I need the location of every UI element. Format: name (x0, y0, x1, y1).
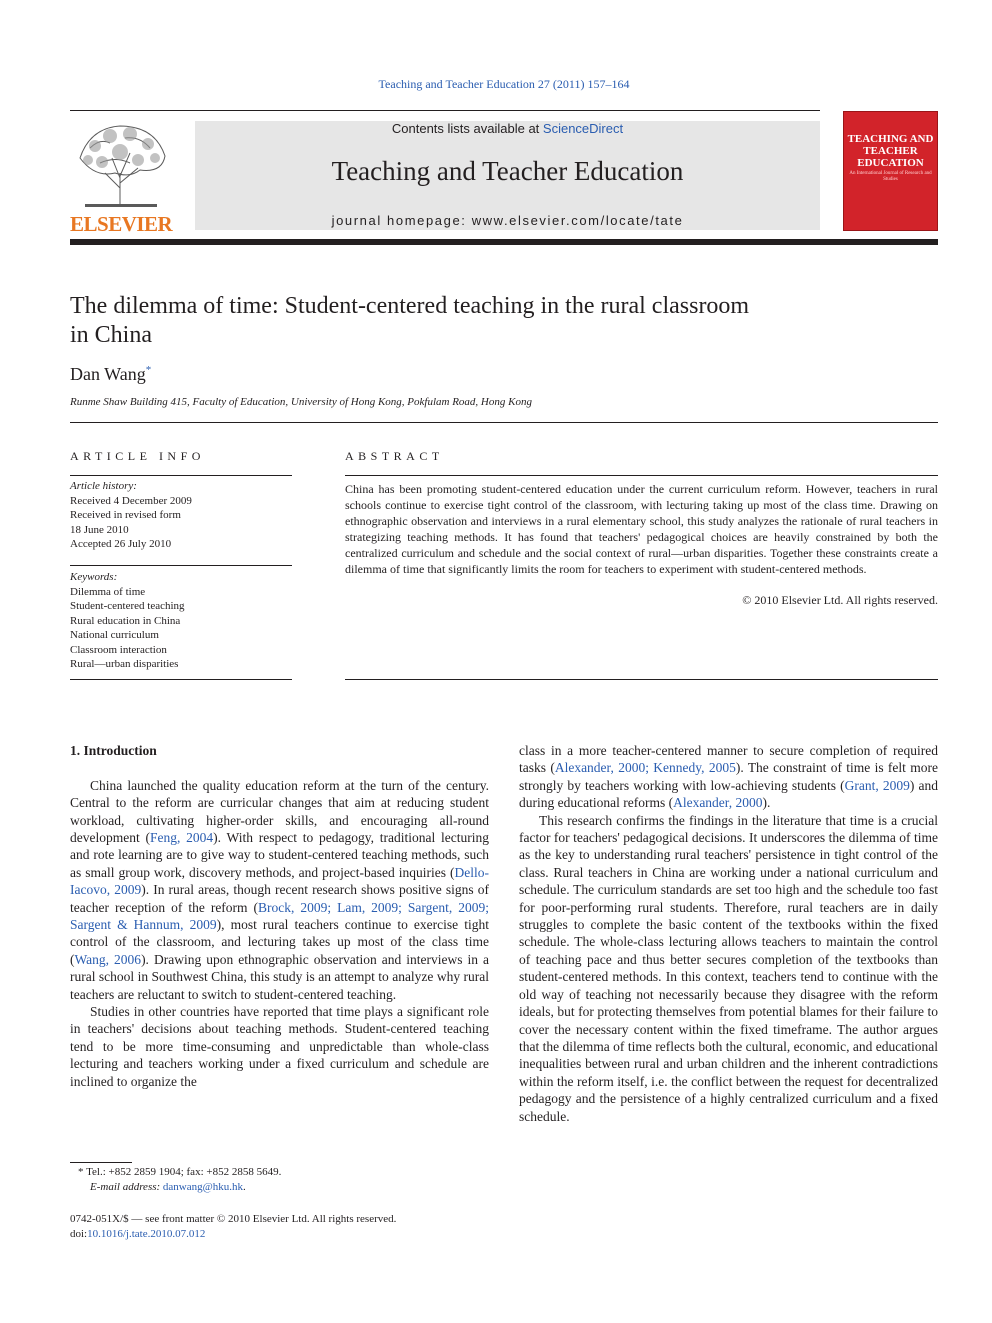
text-run: ) and during educational reforms ( (519, 777, 938, 811)
journal-title: Teaching and Teacher Education (331, 156, 684, 186)
keyword: Student-centered teaching (70, 600, 185, 612)
text-run: ). The constraint of time is felt more strongly by teachers working with low-achieving students ( (519, 760, 938, 793)
text-run: ). With respect to pedagogy, traditional lecturing and rote learning are to give way to student-centered teaching methods, such as small group work, discovery methods, and project-based inquiries ( (70, 830, 489, 880)
author-line (70, 364, 151, 385)
journal-homepage[interactable]: journal homepage: www.elsevier.com/locate/tate (331, 213, 684, 228)
doi-label: doi: (70, 1228, 88, 1240)
history-label: Article history: (70, 480, 137, 492)
cover-title: TEACHING AND TEACHER EDUCATION (847, 133, 934, 169)
history-item: Accepted 26 July 2010 (70, 538, 172, 550)
text-run: China launched the quality education reform at the turn of the century. Central to the reform are curricular changes that aim at reducing student workload, cultivating higher-order skills, and encouraging all-round development ( (70, 777, 489, 846)
citation-link[interactable]: Brock, 2009; Lam, 2009; Sargent, 2009; Sargent & Hannum, 2009 (70, 899, 490, 933)
citation-link[interactable]: Dello-Iacovo, 2009 (70, 864, 489, 898)
keywords-rule (70, 679, 292, 680)
footnote-phone: Tel.: +852 2859 1904; fax: +852 2858 5649. (86, 1166, 282, 1178)
citation-link[interactable]: Grant, 2009 (844, 777, 910, 793)
keyword: Rural education in China (70, 614, 181, 627)
author-name: Dan Wang (70, 364, 146, 384)
issn-line: 0742-051X/$ — see front matter © 2010 Elsevier Ltd. All rights reserved. (70, 1213, 397, 1225)
email-label: E-mail address: (90, 1181, 163, 1193)
intro-paragraph-1 (70, 777, 489, 1003)
intro-paragraph-3: This research confirms the findings in the literature that time is a crucial factor for teachers' pedagogical decisions. It underscores the dilemma of time as the key to understanding rural teachers' persistence in tight control of the class. Rural teachers in China are working under a national curriculum and schedule. The curriculum standards are set too high and the schedule too fast for poor-performing rural students. Therefore, rural teachers are in daily struggles to complete the basic content of the textbooks within the fixed schedule. The whole-class lecturing allows teachers to maintain the control of teaching pace and thus better secures completion of the textbooks than student-centered methods. In this context, teachers tend to continue with the old way of teaching not necessarily because they disagree with the reform ideals, but for protecting themselves from potential blames for their failure to cover the necessary content within the fixed timeframe. The author argues that the dilemma of time reflects both the cultural, economic, and educational inequalities between rural and urban children and the inherent contradictions within the reform itself, i.e. the conflict between the request for decentralized pedagogy and the persistence of a highly centralized curriculum and a fixed schedule. (519, 812, 938, 1124)
sciencedirect-link[interactable]: ScienceDirect (542, 121, 624, 136)
intro-paragraph-2-continued (519, 742, 938, 812)
citation-link[interactable]: Wang, 2006 (74, 951, 142, 967)
abstract-bottom-rule (345, 679, 938, 680)
footnote-mark: * (78, 1166, 84, 1178)
text-run: ). Drawing upon ethnographic observation and interviews in a rural school in Southwest China, this study is an attempt to analyze why rural teachers are reluctant to switch to student-centered teaching. (70, 951, 489, 1002)
author-footnote-mark[interactable]: * (145, 364, 152, 376)
abstract-text: China has been promoting student-centered education under the current curriculum reform. However, teachers in rural schools continue to exercise tight control of the classroom, with lecturing taking up most of the class time. Drawing on ethnographic observation and interviews in a rural elementary school, this study analyzes the rationale of rural teachers in strategizing teaching methods. It has found that teachers' pedagogical choices are heavily constrained by both the centralized curriculum and schedule and the social context of rural—urban disparities. Together these constraints create a dilemma of time that significantly limits the room for teachers to experiment with student-centered methods. (345, 482, 938, 576)
elsevier-wordmark: ELSEVIER (70, 212, 173, 236)
keyword: Classroom interaction (70, 643, 167, 656)
header-thick-rule (70, 239, 938, 245)
body-column-right (519, 742, 938, 1125)
citation-link[interactable]: Feng, 2004 (150, 830, 214, 846)
text-run: ). (762, 795, 771, 811)
doi-link[interactable]: 10.1016/j.tate.2010.07.012 (87, 1228, 206, 1240)
keyword: Rural—urban disparities (70, 658, 179, 670)
article-history (70, 479, 292, 552)
text-run: class in a more teacher-centered manner to secure completion of required tasks ( (519, 743, 938, 776)
history-item: Received in revised form (70, 509, 181, 521)
title-rule (70, 422, 938, 423)
email-end: . (243, 1181, 246, 1193)
affiliation: Runme Shaw Building 415, Faculty of Education, University of Hong Kong, Pokfulam Road, Hong Kong (70, 396, 532, 408)
keyword: National curriculum (70, 629, 159, 641)
front-matter (70, 1212, 396, 1242)
article-info-heading: ARTICLE INFO (70, 449, 205, 463)
keyword: Dilemma of time (70, 585, 146, 598)
history-item: Received 4 December 2009 (70, 494, 192, 507)
journal-reference[interactable]: Teaching and Teacher Education 27 (2011) 157–164 (378, 77, 630, 91)
text-run: ). In rural areas, though recent research shows positive signs of teacher reception of the reform ( (70, 882, 489, 915)
section-heading: 1. Introduction (70, 743, 157, 758)
header-rule (70, 110, 820, 111)
history-rule (70, 565, 292, 566)
citation-link[interactable]: Alexander, 2000 (673, 795, 763, 811)
abstract-heading: ABSTRACT (345, 449, 444, 463)
author-footnote (78, 1165, 281, 1195)
article-title: The dilemma of time: Student-centered teaching in the rural classroom in China (70, 293, 750, 348)
keywords-label: Keywords: (70, 571, 118, 583)
text-run: ), most rural teachers continue to exercise tight control of the classroom, and lecturing takes up most of the class time ( (70, 917, 489, 967)
cover-subtitle: An International Journal of Research and Studies (849, 171, 932, 182)
keywords (70, 570, 292, 672)
contents-prefix: Contents lists available at (391, 121, 543, 136)
body-column-left (70, 742, 489, 1090)
email-link[interactable]: danwang@hku.hk (162, 1181, 244, 1193)
history-item: 18 June 2010 (70, 523, 129, 536)
footnote-rule (70, 1162, 132, 1163)
contents-line (195, 121, 820, 136)
citation-link[interactable]: Alexander, 2000; Kennedy, 2005 (554, 760, 736, 776)
abstract-copyright: © 2010 Elsevier Ltd. All rights reserved. (742, 593, 938, 607)
abstract-rule (345, 475, 938, 476)
article-info-rule (70, 475, 292, 476)
intro-paragraph-2: Studies in other countries have reported that time plays a significant role in teachers' decisions about teaching methods. Student-centered teaching tend to be more time-consuming and unpredictable than whole-class lecturing and teachers working under a fixed curriculum and schedule are inclined to organize the (70, 1004, 489, 1089)
